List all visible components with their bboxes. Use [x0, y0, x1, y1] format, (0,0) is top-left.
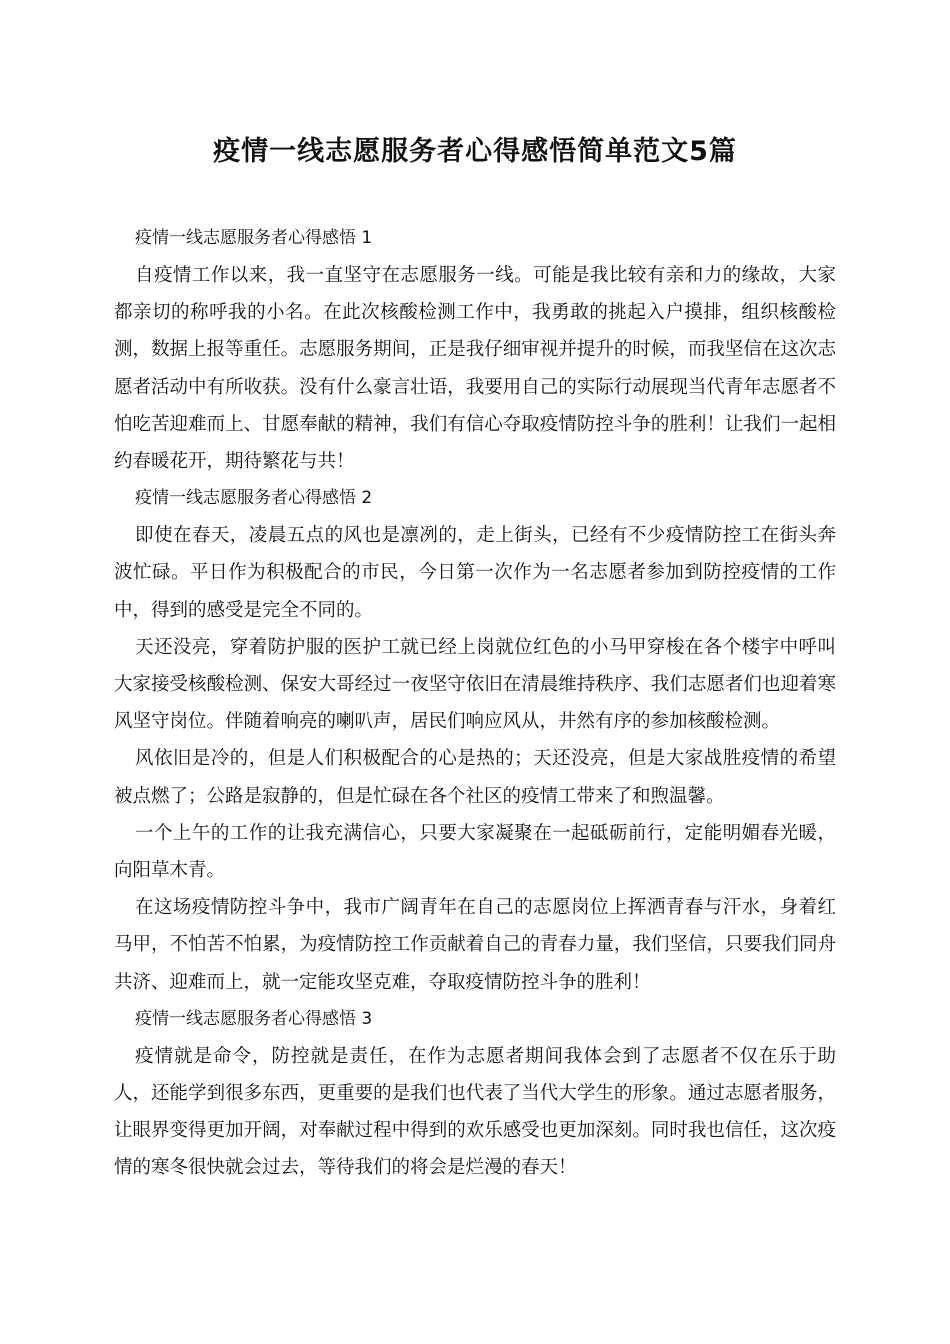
- document-body: [114, 220, 836, 1187]
- section-2-paragraph-5: 在这场疫情防控斗争中，我市广阔青年在自己的志愿岗位上挥洒青春与汗水，身着红马甲，不怕苦不怕累，为疫情防控工作贡献着自己的青春力量，我们坚信，只要我们同舟共济、迎难而上，就一定能攻坚克难，夺取疫情防控斗争的胜利！: [114, 897, 836, 993]
- section-heading-2: 疫情一线志愿服务者心得感悟 2: [135, 488, 373, 509]
- section-heading-1: 疫情一线志愿服务者心得感悟 1: [135, 228, 373, 248]
- section-3-paragraph-1: 疫情就是命令，防控就是责任，在作为志愿者期间我体会到了志愿者不仅在乐于助人，还能学到很多东西，更重要的是我们也代表了当代大学生的形象。通过志愿者服务，让眼界变得更加开阔，对奉献过程中得到的欢乐感受也更加深刻。同时我也信任，这次疫情的寒冬很快就会过去，等待我们的将会是烂漫的春天！: [114, 1045, 836, 1179]
- section-2-paragraph-4: 一个上午的工作的让我充满信心，只要大家凝聚在一起砥砺前行，定能明媚春光暖，向阳草木青。: [114, 822, 836, 882]
- document-title: 疫情一线志愿服务者心得感悟简单范文5篇: [213, 136, 737, 167]
- section-2-paragraph-3: 风依旧是冷的，但是人们积极配合的心是热的；天还没亮，但是大家战胜疫情的希望被点燃了；公路是寂静的，但是忙碌在各个社区的疫情工带来了和煦温馨。: [114, 748, 836, 807]
- section-heading-3: 疫情一线志愿服务者心得感悟 3: [135, 1008, 373, 1029]
- section-2-paragraph-1: 即使在春天，凌晨五点的风也是凛冽的，走上街头，已经有不少疫情防控工在街头奔波忙碌。平日作为积极配合的市民，今日第一次作为一名志愿者参加到防控疫情的工作中，得到的感受是完全不同的。: [114, 525, 836, 621]
- section-1-paragraph-1: 自疫情工作以来，我一直坚守在志愿服务一线。可能是我比较有亲和力的缘故，大家都亲切的称呼我的小名。在此次核酸检测工作中，我勇敢的挑起入户摸排，组织核酸检测，数据上报等重任。志愿服务期间，正是我仔细审视并提升的时候，而我坚信在这次志愿者活动中有所收获。没有什么豪言壮语，我要用自己的实际行动展现当代青年志愿者不怕吃苦迎难而上、甘愿奉献的精神，我们有信心夺取疫情防控斗争的胜利！让我们一起相约春暖花开，期待繁花与共！: [114, 265, 836, 473]
- section-2-paragraph-2: 天还没亮，穿着防护服的医护工就已经上岗就位红色的小马甲穿梭在各个楼宇中呼叫大家接受核酸检测、保安大哥经过一夜坚守依旧在清晨维持秩序、我们志愿者们也迎着寒风坚守岗位。伴随着响亮的喇叭声，居民们响应风从，井然有序的参加核酸检测。: [114, 636, 836, 733]
